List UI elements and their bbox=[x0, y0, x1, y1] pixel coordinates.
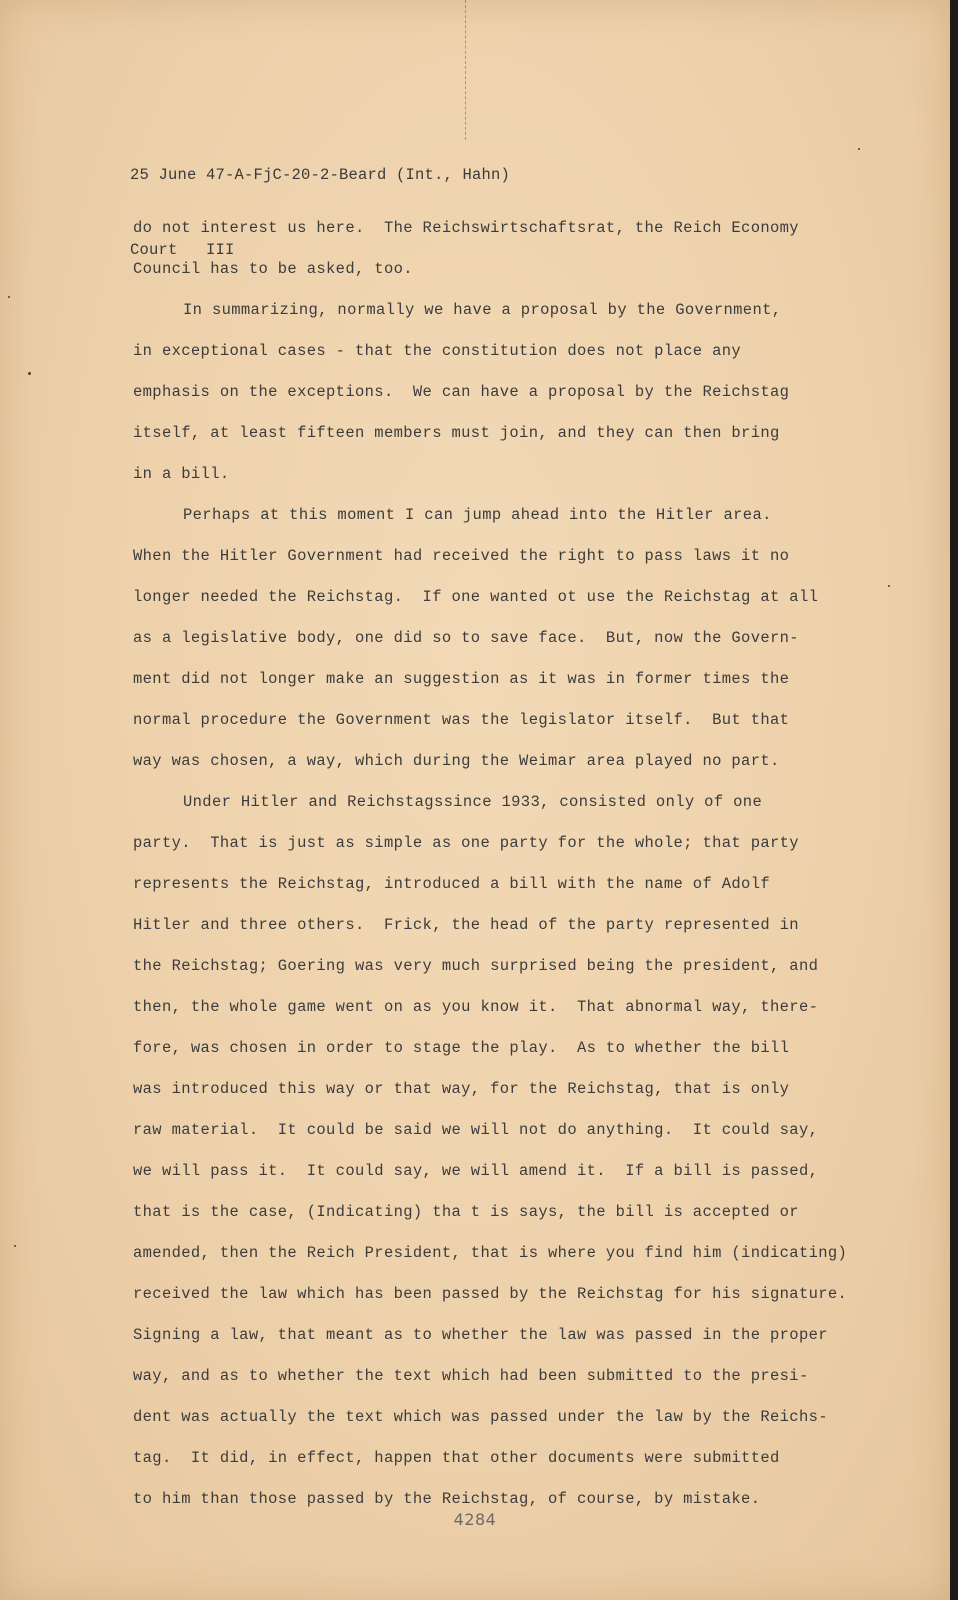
transcript-body bbox=[133, 213, 893, 1525]
text-line: in exceptional cases - that the constitution does not place any bbox=[133, 342, 742, 360]
scan-edge bbox=[950, 0, 958, 1600]
text-line: we will pass it. It could say, we will amend it. If a bill is passed, bbox=[133, 1162, 819, 1180]
text-line: fore, was chosen in order to stage the play. As to whether the bill bbox=[133, 1039, 790, 1057]
paper-speck bbox=[28, 372, 31, 375]
text-line: itself, at least fifteen members must join, and they can then bring bbox=[133, 424, 780, 442]
text-line: do not interest us here. The Reichswirtschaftsrat, the Reich Economy bbox=[133, 219, 799, 237]
paper-speck bbox=[8, 296, 10, 298]
text-line: was introduced this way or that way, for the Reichstag, that is only bbox=[133, 1080, 790, 1098]
text-line: way was chosen, a way, which during the Weimar area played no part. bbox=[133, 752, 780, 770]
text-line: then, the whole game went on as you know it. That abnormal way, there- bbox=[133, 998, 819, 1016]
text-line: amended, then the Reich President, that is where you find him (indicating) bbox=[133, 1244, 848, 1262]
text-line: Hitler and three others. Frick, the head of the party represented in bbox=[133, 916, 799, 934]
text-line: to him than those passed by the Reichstag, of course, by mistake. bbox=[133, 1490, 761, 1508]
header-court-line: Court III bbox=[130, 241, 235, 259]
text-line: represents the Reichstag, introduced a bill with the name of Adolf bbox=[133, 875, 770, 893]
text-line: that is the case, (Indicating) tha t is says, the bill is accepted or bbox=[133, 1203, 799, 1221]
text-line: Council has to be asked, too. bbox=[133, 260, 413, 278]
text-line: Signing a law, that meant as to whether the law was passed in the proper bbox=[133, 1326, 828, 1344]
text-line: received the law which has been passed by the Reichstag for his signature. bbox=[133, 1285, 848, 1303]
text-line: When the Hitler Government had received the right to pass laws it no bbox=[133, 547, 790, 565]
text-line: Perhaps at this moment I can jump ahead into the Hitler area. bbox=[183, 506, 772, 524]
text-line: party. That is just as simple as one party for the whole; that party bbox=[133, 834, 799, 852]
text-line: in a bill. bbox=[133, 465, 230, 483]
text-line: dent was actually the text which was passed under the law by the Reichs- bbox=[133, 1408, 828, 1426]
paper-speck bbox=[14, 1245, 16, 1247]
text-line: way, and as to whether the text which had been submitted to the presi- bbox=[133, 1367, 809, 1385]
header-session-line: 25 June 47-A-FjC-20-2-Beard (Int., Hahn) bbox=[130, 166, 511, 184]
text-line: normal procedure the Government was the legislator itself. But that bbox=[133, 711, 790, 729]
text-line: tag. It did, in effect, happen that other documents were submitted bbox=[133, 1449, 780, 1467]
paper-speck bbox=[888, 585, 890, 587]
text-line: as a legislative body, one did so to save face. But, now the Govern- bbox=[133, 629, 799, 647]
text-line: ment did not longer make an suggestion as it was in former times the bbox=[133, 670, 790, 688]
text-line: the Reichstag; Goering was very much surprised being the president, and bbox=[133, 957, 819, 975]
paper-speck bbox=[858, 148, 860, 150]
text-line: raw material. It could be said we will not do anything. It could say, bbox=[133, 1121, 819, 1139]
text-line: Under Hitler and Reichstagssince 1933, consisted only of one bbox=[183, 793, 763, 811]
page-number: 4284 bbox=[453, 1510, 497, 1529]
text-line: In summarizing, normally we have a proposal by the Government, bbox=[183, 301, 782, 319]
text-line: emphasis on the exceptions. We can have a proposal by the Reichstag bbox=[133, 383, 790, 401]
text-line: longer needed the Reichstag. If one wanted ot use the Reichstag at all bbox=[133, 588, 819, 606]
